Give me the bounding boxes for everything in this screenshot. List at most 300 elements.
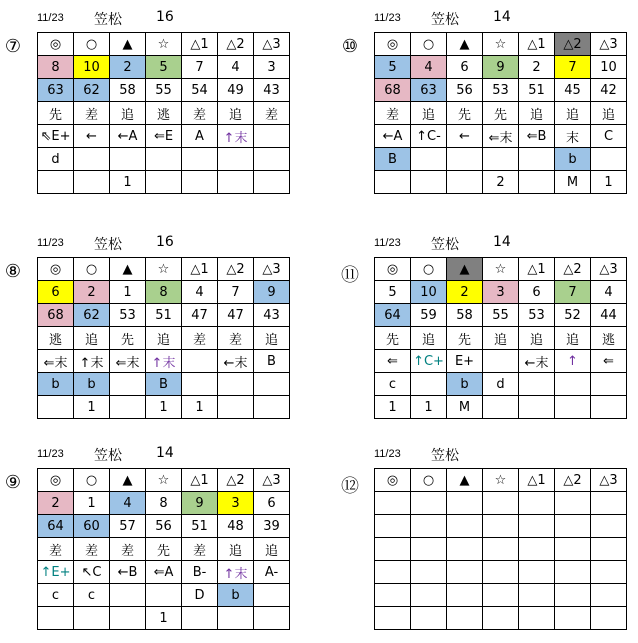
grid-cell — [375, 584, 411, 607]
grid-cell: 先 — [146, 538, 182, 561]
grid-cell: 追 — [218, 538, 254, 561]
grid-cell: 55 — [483, 304, 519, 327]
race-venue: 笠松 — [94, 448, 122, 464]
grid-cell — [218, 373, 254, 396]
comment-row — [38, 125, 290, 148]
grid-cell — [411, 584, 447, 607]
grid-cell: △3 — [591, 33, 627, 56]
grid-cell — [182, 607, 218, 630]
grid-cell: 60 — [74, 515, 110, 538]
grid-cell: 先 — [447, 327, 483, 350]
grid-cell: 追 — [519, 102, 555, 125]
grid-cell — [447, 607, 483, 630]
grid-cell: 先 — [447, 102, 483, 125]
race-header — [374, 8, 634, 30]
grid-cell: △3 — [254, 469, 290, 492]
grid-cell: 4 — [182, 281, 218, 304]
grid-cell: ◎ — [38, 258, 74, 281]
grid-cell: 56 — [447, 79, 483, 102]
grid-cell: 53 — [110, 304, 146, 327]
grid-cell — [555, 607, 591, 630]
prediction-table — [37, 468, 290, 630]
grid-cell: 58 — [447, 304, 483, 327]
index-row — [38, 79, 290, 102]
grid-cell: b — [74, 373, 110, 396]
grid-cell — [555, 396, 591, 419]
grid-cell — [375, 538, 411, 561]
grid-cell — [254, 373, 290, 396]
grid-cell: 逃 — [38, 327, 74, 350]
grid-cell: ⇐末 — [38, 350, 74, 373]
grid-cell — [254, 125, 290, 148]
grid-cell: 差 — [74, 538, 110, 561]
style-row — [375, 102, 627, 125]
grid-cell: ◎ — [375, 258, 411, 281]
grid-cell: 49 — [218, 79, 254, 102]
grid-cell: ▲ — [447, 33, 483, 56]
grid-cell: ○ — [74, 33, 110, 56]
grid-cell — [483, 584, 519, 607]
grid-cell: A — [182, 125, 218, 148]
grid-cell: 7 — [555, 281, 591, 304]
grid-cell — [483, 515, 519, 538]
grid-cell: 追 — [555, 327, 591, 350]
grid-cell — [182, 148, 218, 171]
grid-cell: B — [146, 373, 182, 396]
grid-cell: ↑ — [555, 350, 591, 373]
race-venue: 笠松 — [431, 448, 459, 464]
grid-cell: 6 — [519, 281, 555, 304]
grid-cell — [74, 171, 110, 194]
result-row — [38, 607, 290, 630]
grid-cell: 68 — [375, 79, 411, 102]
grid-cell — [447, 561, 483, 584]
grid-cell — [38, 607, 74, 630]
grid-cell: M — [447, 396, 483, 419]
grid-cell — [519, 492, 555, 515]
grid-cell: ← — [447, 125, 483, 148]
mark-row — [38, 33, 290, 56]
grid-cell: B- — [182, 561, 218, 584]
grid-cell — [591, 396, 627, 419]
prediction-table — [374, 468, 627, 630]
style-row — [38, 327, 290, 350]
grid-cell: 1 — [182, 396, 218, 419]
grid-cell — [38, 396, 74, 419]
grid-cell: 45 — [555, 79, 591, 102]
mark-row — [375, 469, 627, 492]
grid-cell: ○ — [411, 469, 447, 492]
grid-cell — [555, 584, 591, 607]
grid-cell: ⇐末 — [483, 125, 519, 148]
grid-cell: ▲ — [110, 469, 146, 492]
grid-cell: 3 — [483, 281, 519, 304]
grid-cell: 7 — [218, 281, 254, 304]
grid-cell: 差 — [182, 102, 218, 125]
grid-cell: △1 — [182, 469, 218, 492]
grid-cell: 6 — [38, 281, 74, 304]
grid-cell — [411, 492, 447, 515]
grid-cell — [182, 350, 218, 373]
grid-cell: c — [74, 584, 110, 607]
grid-cell: E+ — [447, 350, 483, 373]
grid-cell — [519, 171, 555, 194]
grid-cell: 56 — [146, 515, 182, 538]
grid-cell: ▲ — [447, 258, 483, 281]
race-number: ⑦ — [4, 36, 22, 57]
grid-cell: 63 — [38, 79, 74, 102]
grid-cell — [519, 373, 555, 396]
grid-cell: 2 — [38, 492, 74, 515]
grade-row — [375, 584, 627, 607]
horse-number-row — [375, 56, 627, 79]
grid-cell — [519, 607, 555, 630]
grid-cell: △1 — [519, 33, 555, 56]
grid-cell: 59 — [411, 304, 447, 327]
race-header — [37, 444, 297, 466]
grid-cell — [146, 171, 182, 194]
grade-row — [38, 148, 290, 171]
grid-cell: 8 — [146, 492, 182, 515]
grid-cell: ◎ — [375, 33, 411, 56]
grid-cell: 53 — [483, 79, 519, 102]
result-row — [375, 396, 627, 419]
grid-cell: 51 — [146, 304, 182, 327]
grid-cell — [411, 538, 447, 561]
style-row — [375, 327, 627, 350]
grid-cell: 追 — [254, 327, 290, 350]
grid-cell — [375, 607, 411, 630]
result-row — [375, 171, 627, 194]
race-number: ⑧ — [4, 261, 22, 282]
grid-cell — [591, 538, 627, 561]
grid-cell: ☆ — [483, 469, 519, 492]
grid-cell — [483, 492, 519, 515]
grid-cell: 62 — [74, 304, 110, 327]
grid-cell — [591, 607, 627, 630]
grid-cell — [483, 148, 519, 171]
grid-cell: b — [38, 373, 74, 396]
grid-cell: 1 — [375, 396, 411, 419]
grid-cell — [447, 584, 483, 607]
grid-cell: 差 — [218, 327, 254, 350]
grid-cell: ☆ — [146, 469, 182, 492]
grid-cell: 2 — [74, 281, 110, 304]
grid-cell: 5 — [375, 56, 411, 79]
grid-cell — [483, 538, 519, 561]
grid-cell — [519, 396, 555, 419]
grid-cell: ↑C+ — [411, 350, 447, 373]
grid-cell: ☆ — [146, 33, 182, 56]
comment-row — [375, 125, 627, 148]
grid-cell: 4 — [110, 492, 146, 515]
grid-cell: 54 — [182, 79, 218, 102]
grid-cell: 58 — [110, 79, 146, 102]
grid-cell: ↑C- — [411, 125, 447, 148]
grid-cell: 51 — [519, 79, 555, 102]
grid-cell: ☆ — [483, 258, 519, 281]
comment-row — [38, 350, 290, 373]
grid-cell: 4 — [591, 281, 627, 304]
race-number: ⑩ — [341, 36, 359, 57]
grid-cell: 追 — [74, 327, 110, 350]
grid-cell: ▲ — [110, 33, 146, 56]
grid-cell: M — [555, 171, 591, 194]
grid-cell: b — [555, 148, 591, 171]
horse-number-row — [38, 281, 290, 304]
grid-cell — [519, 515, 555, 538]
race-runner-count: 16 — [156, 9, 174, 25]
grid-cell — [555, 492, 591, 515]
grade-row — [375, 373, 627, 396]
grid-cell — [447, 171, 483, 194]
grid-cell — [411, 515, 447, 538]
grid-cell — [110, 396, 146, 419]
grid-cell: ⇐ — [375, 350, 411, 373]
grid-cell — [218, 396, 254, 419]
race-date: 11/23 — [37, 12, 64, 24]
race-header — [374, 444, 634, 466]
grid-cell — [591, 148, 627, 171]
grid-cell — [375, 171, 411, 194]
grid-cell: 68 — [38, 304, 74, 327]
grid-cell — [519, 148, 555, 171]
grid-cell — [218, 171, 254, 194]
grid-cell: B — [375, 148, 411, 171]
mark-row — [38, 258, 290, 281]
grid-cell — [591, 515, 627, 538]
grid-cell: 2 — [483, 171, 519, 194]
style-row — [38, 538, 290, 561]
prediction-table — [37, 257, 290, 419]
grid-cell: 7 — [555, 56, 591, 79]
grid-cell: ←末 — [519, 350, 555, 373]
race-number: ⑨ — [4, 472, 22, 493]
grid-cell: ○ — [411, 258, 447, 281]
grid-cell: b — [218, 584, 254, 607]
grid-cell — [411, 373, 447, 396]
grid-cell: ←A — [375, 125, 411, 148]
grid-cell: b — [447, 373, 483, 396]
grid-cell: 44 — [591, 304, 627, 327]
grid-cell: c — [375, 373, 411, 396]
grid-cell: 1 — [74, 492, 110, 515]
race-number: ⑫ — [341, 476, 359, 497]
grid-cell: 47 — [182, 304, 218, 327]
grid-cell: 9 — [254, 281, 290, 304]
grid-cell: C — [591, 125, 627, 148]
horse-number-row — [38, 492, 290, 515]
grid-cell: 追 — [483, 327, 519, 350]
grid-cell: 追 — [411, 327, 447, 350]
grid-cell: ↑E+ — [38, 561, 74, 584]
grid-cell: 1 — [146, 396, 182, 419]
grid-cell — [519, 561, 555, 584]
grid-cell: 3 — [254, 56, 290, 79]
grid-cell: d — [483, 373, 519, 396]
grid-cell — [218, 148, 254, 171]
grid-cell: 9 — [483, 56, 519, 79]
grid-cell — [254, 148, 290, 171]
race-runner-count: 16 — [156, 234, 174, 250]
mark-row — [38, 469, 290, 492]
grid-cell: △2 — [555, 469, 591, 492]
grid-cell — [591, 373, 627, 396]
grid-cell: 2 — [110, 56, 146, 79]
grid-cell: B — [254, 350, 290, 373]
grid-cell: 52 — [555, 304, 591, 327]
grid-cell — [591, 492, 627, 515]
grid-cell: 64 — [38, 515, 74, 538]
comment-row — [375, 350, 627, 373]
grid-cell: ◎ — [38, 33, 74, 56]
grid-cell: 差 — [375, 102, 411, 125]
grade-row — [38, 584, 290, 607]
grid-cell: 6 — [254, 492, 290, 515]
grid-cell: 差 — [74, 102, 110, 125]
grid-cell: 先 — [110, 327, 146, 350]
grid-cell — [110, 148, 146, 171]
grid-cell — [519, 538, 555, 561]
grid-cell: d — [38, 148, 74, 171]
grid-cell — [411, 561, 447, 584]
race-venue: 笠松 — [431, 12, 459, 28]
grid-cell: 差 — [110, 538, 146, 561]
grid-cell: 43 — [254, 304, 290, 327]
grid-cell: ↖C — [74, 561, 110, 584]
grid-cell: 先 — [38, 102, 74, 125]
comment-row — [38, 561, 290, 584]
grid-cell: ○ — [411, 33, 447, 56]
grid-cell — [254, 171, 290, 194]
grid-cell: D — [182, 584, 218, 607]
grid-cell — [375, 515, 411, 538]
grid-cell: 先 — [375, 327, 411, 350]
grid-cell — [38, 171, 74, 194]
index-row — [375, 79, 627, 102]
grid-cell — [218, 607, 254, 630]
grid-cell — [254, 607, 290, 630]
grid-cell: 10 — [411, 281, 447, 304]
grid-cell — [483, 350, 519, 373]
grid-cell: ↑末 — [218, 125, 254, 148]
race-runner-count: 14 — [493, 9, 511, 25]
grid-cell: 逃 — [591, 327, 627, 350]
grid-cell: 48 — [218, 515, 254, 538]
grid-cell: 差 — [38, 538, 74, 561]
grid-cell — [254, 396, 290, 419]
grid-cell: 8 — [38, 56, 74, 79]
race-venue: 笠松 — [431, 237, 459, 253]
grid-cell — [591, 561, 627, 584]
grid-cell — [555, 515, 591, 538]
grid-cell: 57 — [110, 515, 146, 538]
grid-cell — [555, 373, 591, 396]
grid-cell: ↑末 — [146, 350, 182, 373]
race-venue: 笠松 — [94, 12, 122, 28]
grid-cell: 10 — [74, 56, 110, 79]
grid-cell: A- — [254, 561, 290, 584]
grid-cell — [110, 584, 146, 607]
grid-cell: △3 — [254, 258, 290, 281]
grid-cell: ⇐A — [146, 561, 182, 584]
grid-cell: △2 — [555, 258, 591, 281]
style-row — [38, 102, 290, 125]
grid-cell — [411, 148, 447, 171]
grid-cell — [411, 171, 447, 194]
grid-cell: 55 — [146, 79, 182, 102]
grid-cell: △1 — [519, 258, 555, 281]
prediction-table — [374, 32, 627, 194]
grid-cell: 64 — [375, 304, 411, 327]
horse-number-row — [375, 281, 627, 304]
grid-cell — [182, 373, 218, 396]
race-date: 11/23 — [37, 448, 64, 460]
grid-cell: 4 — [218, 56, 254, 79]
grid-cell — [375, 492, 411, 515]
race-date: 11/23 — [374, 448, 401, 460]
prediction-table — [374, 257, 627, 419]
grid-cell — [447, 538, 483, 561]
index-row — [375, 304, 627, 327]
grid-cell: ○ — [74, 469, 110, 492]
grid-cell: 7 — [182, 56, 218, 79]
grid-cell: 1 — [110, 171, 146, 194]
result-row — [375, 607, 627, 630]
grid-cell: ▲ — [110, 258, 146, 281]
grid-cell: 末 — [555, 125, 591, 148]
grid-cell — [447, 492, 483, 515]
grid-cell: △3 — [591, 469, 627, 492]
grid-cell — [519, 584, 555, 607]
grid-cell: 63 — [411, 79, 447, 102]
grid-cell: 39 — [254, 515, 290, 538]
grid-cell: △1 — [519, 469, 555, 492]
grid-cell: 47 — [218, 304, 254, 327]
grid-cell: △2 — [218, 469, 254, 492]
grid-cell: 追 — [591, 102, 627, 125]
style-row — [375, 538, 627, 561]
grid-cell: 8 — [146, 281, 182, 304]
grid-cell: △1 — [182, 258, 218, 281]
grid-cell — [411, 607, 447, 630]
race-venue: 笠松 — [94, 237, 122, 253]
race-header — [37, 8, 297, 30]
grid-cell: ⇐E — [146, 125, 182, 148]
grid-cell: 62 — [74, 79, 110, 102]
grid-cell — [555, 538, 591, 561]
grade-row — [375, 148, 627, 171]
grid-cell: ◎ — [38, 469, 74, 492]
grid-cell: ▲ — [447, 469, 483, 492]
grid-cell: ⇐B — [519, 125, 555, 148]
race-date: 11/23 — [374, 12, 401, 24]
grid-cell — [146, 148, 182, 171]
grid-cell: 53 — [519, 304, 555, 327]
horse-number-row — [375, 492, 627, 515]
grid-cell: ← — [74, 125, 110, 148]
grid-cell — [483, 561, 519, 584]
grid-cell: ←末 — [218, 350, 254, 373]
grid-cell: 追 — [411, 102, 447, 125]
grid-cell: 9 — [182, 492, 218, 515]
comment-row — [375, 561, 627, 584]
grid-cell: 逃 — [146, 102, 182, 125]
grid-cell: ←A — [110, 125, 146, 148]
grid-cell: △2 — [218, 258, 254, 281]
prediction-table — [37, 32, 290, 194]
result-row — [38, 396, 290, 419]
